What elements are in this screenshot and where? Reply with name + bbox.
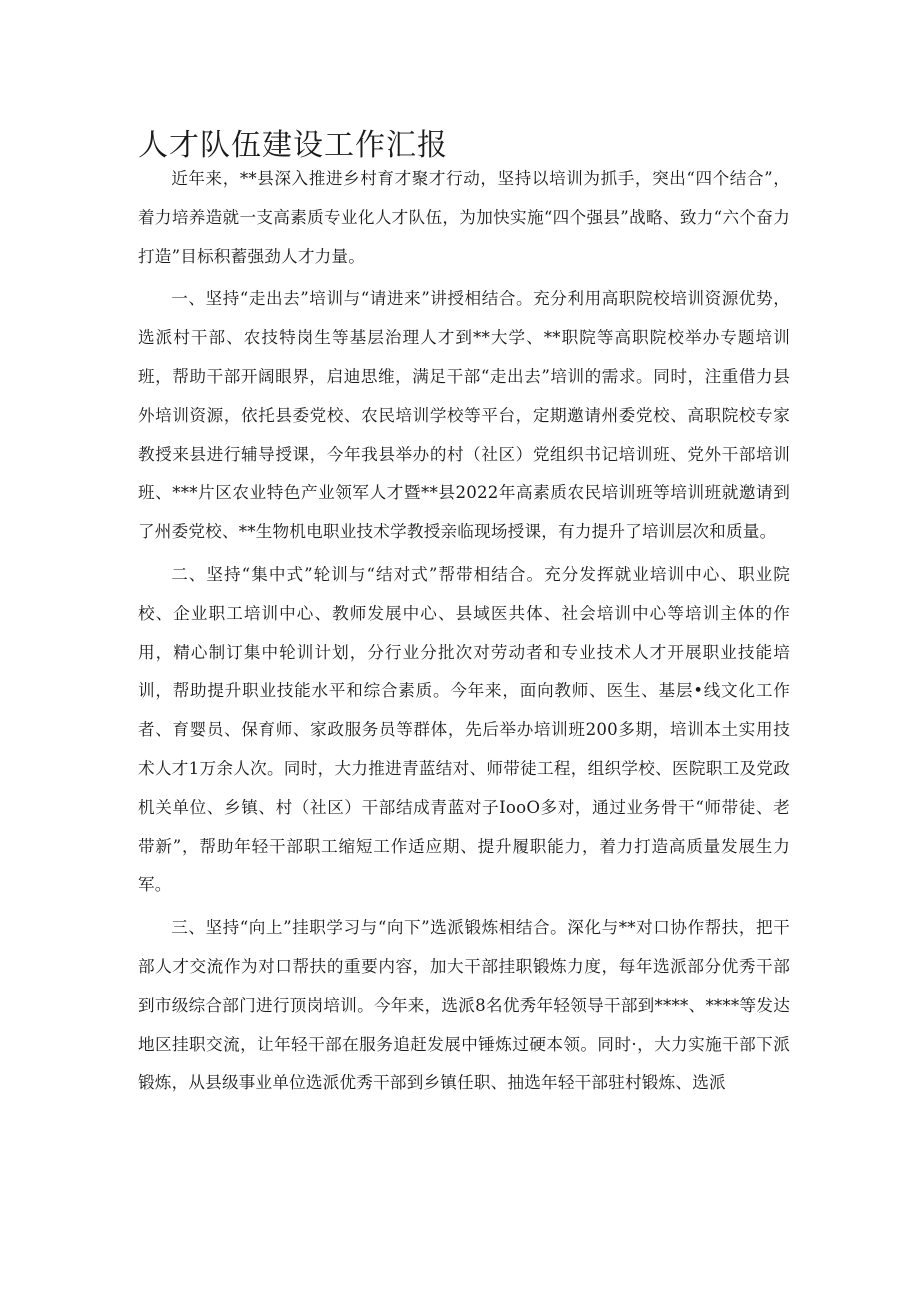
document-body <box>138 160 790 1107</box>
paragraph-section-1: 一、坚持“走出去”培训与“请进来”讲授相结合。充分利用高职院校培训资源优势，选派村干部、农技特岗生等基层治理人才到**大学、**职院等高职院校举办专题培训班，帮助干部开阔眼界，启迪思维，满足干部“走出去”培训的需求。同时，注重借力县外培训资源，依托县委党校、农民培训学校等平台，定期邀请州委党校、高职院校专家教授来县进行辅导授课，今年我县举办的村（社区）党组织书记培训班、党外干部培训班、***片区农业特色产业领军人才暨**县2022年高素质农民培训班等培训班就邀请到了州委党校、**生物机电职业技术学教授亲临现场授课，有力提升了培训层次和质量。 <box>138 289 790 542</box>
paragraph-section-3: 三、坚持“向上”挂职学习与“向下”选派锻炼相结合。深化与**对口协作帮扶，把干部人才交流作为对口帮扶的重要内容，加大干部挂职锻炼力度，每年选派部分优秀干部到市级综合部门进行顶岗培训。今年来，选派8名优秀年轻领导干部到****、****等发达地区挂职交流，让年轻干部在服务追赶发展中锤炼过硬本领。同时·，大力实施干部下派锻炼，从县级事业单位选派优秀干部到乡镇任职、抽选年轻干部驻村锻炼、选派 <box>138 918 790 1093</box>
document-title: 人才队伍建设工作汇报 <box>138 128 448 163</box>
paragraph-section-2: 二、坚持“集中式”轮训与“结对式”帮带相结合。充分发挥就业培训中心、职业院校、企业职工培训中心、教师发展中心、县域医共体、社会培训中心等培训主体的作用，精心制订集中轮训计划，分行业分批次对劳动者和专业技术人才开展职业技能培训，帮助提升职业技能水平和综合素质。今年来，面向教师、医生、基层•线文化工作者、育婴员、保育师、家政服务员等群体，先后举办培训班200多期，培训本土实用技术人才1万余人次。同时，大力推进青蓝结对、师带徒工程，组织学校、医院职工及党政机关单位、乡镇、村（社区）干部结成青蓝对子IooO多对，通过业务骨干“师带徒、老带新”，帮助年轻干部职工缩短工作适应期、提升履职能力，着力打造高质量发展生力军。 <box>138 564 790 895</box>
paragraph-intro: 近年来，**县深入推进乡村育才聚才行动，坚持以培训为抓手，突出“四个结合”，着力培养造就一支高素质专业化人才队伍，为加快实施“四个强县”战略、致力“六个奋力打造”目标积蓄强劲人才力量。 <box>138 169 790 266</box>
